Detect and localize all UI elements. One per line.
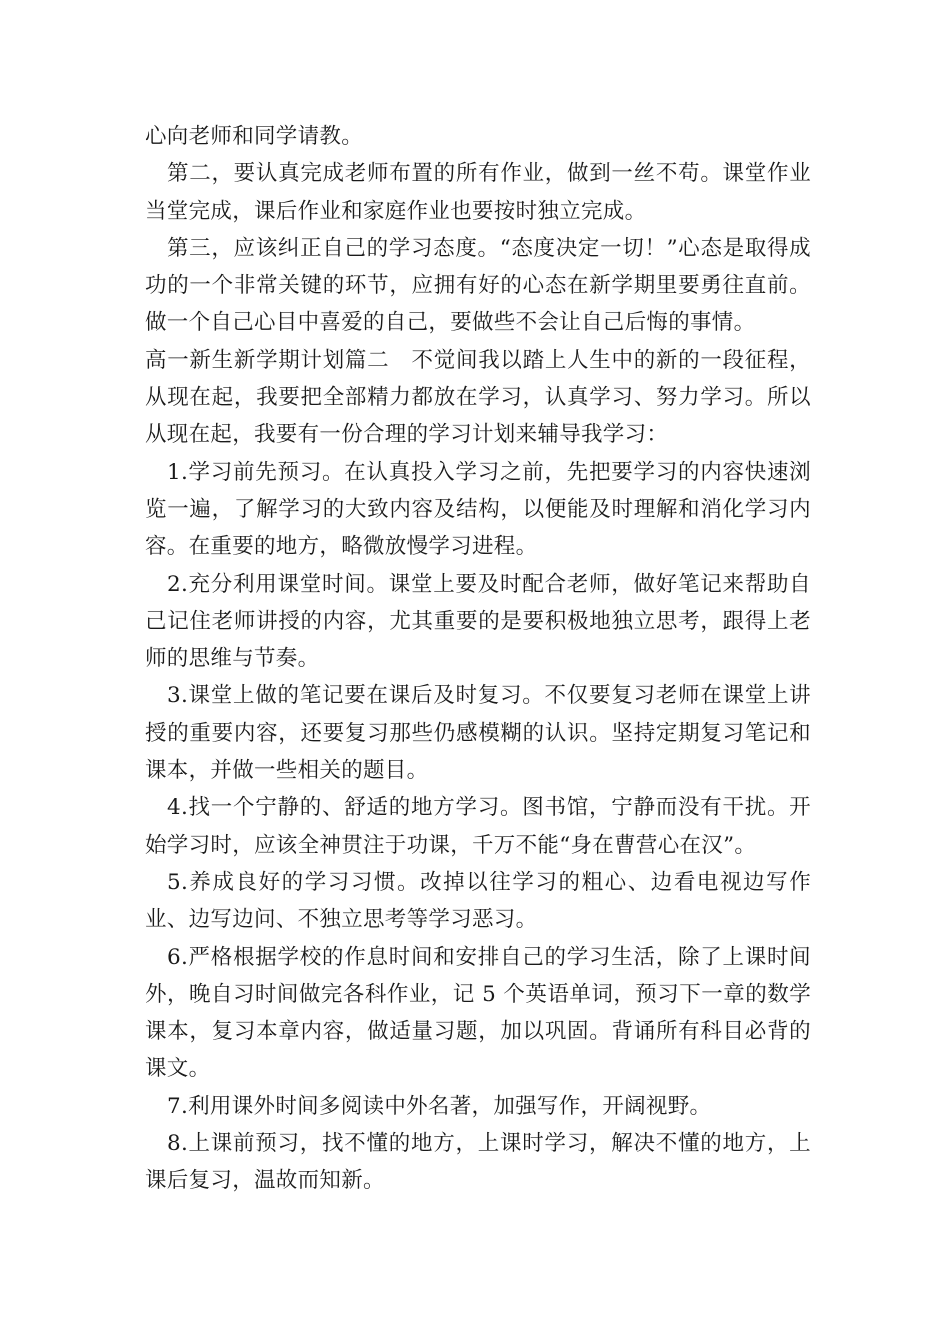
- paragraph-third-point: 第三，应该纠正自己的学习态度。“态度决定一切！”心态是取得成功的一个非常关键的环节，应拥有好的心态在新学期里要勇往直前。做一个自己心目中喜爱的自己，要做些不会让自己后悔的事情。: [145, 235, 811, 336]
- list-item-6: 6.严格根据学校的作息时间和安排自己的学习生活，除了上课时间外，晚自习时间做完各科作业，记 5 个英语单词，预习下一章的数学课本，复习本章内容，做适量习题，加以巩固。背诵所有科目必背的课文。: [145, 944, 811, 1082]
- list-item-3: 3.课堂上做的笔记要在课后及时复习。不仅要复习老师在课堂上讲授的重要内容，还要复习那些仍感模糊的认识。坚持定期复习笔记和课本，并做一些相关的题目。: [145, 683, 811, 784]
- list-item-1: 1.学习前先预习。在认真投入学习之前，先把要学习的内容快速浏览一遍，了解学习的大致内容及结构，以便能及时理解和消化学习内容。在重要的地方，略微放慢学习进程。: [145, 459, 811, 560]
- list-item-8: 8.上课前预习，找不懂的地方，上课时学习，解决不懂的地方，上课后复习，温故而知新。: [145, 1131, 811, 1194]
- paragraph-continuation: 心向老师和同学请教。: [145, 124, 364, 149]
- paragraph-section-heading: 高一新生新学期计划篇二 不觉间我以踏上人生中的新的一段征程，从现在起，我要把全部精力都放在学习，认真学习、努力学习。所以从现在起，我要有一份合理的学习计划来辅导我学习：: [145, 347, 811, 448]
- paragraph-second-point: 第二，要认真完成老师布置的所有作业，做到一丝不苟。课堂作业当堂完成，课后作业和家庭作业也要按时独立完成。: [145, 161, 811, 224]
- list-item-4: 4.找一个宁静的、舒适的地方学习。图书馆，宁静而没有干扰。开始学习时，应该全神贯注于功课，千万不能“身在曹营心在汉”。: [145, 795, 811, 858]
- list-item-5: 5.养成良好的学习习惯。改掉以往学习的粗心、边看电视边写作业、边写边问、不独立思考等学习恶习。: [145, 869, 811, 933]
- list-item-2: 2.充分利用课堂时间。课堂上要及时配合老师，做好笔记来帮助自己记住老师讲授的内容，尤其重要的是要积极地独立思考，跟得上老师的思维与节奏。: [145, 571, 811, 672]
- list-item-7: 7.利用课外时间多阅读中外名著，加强写作，开阔视野。: [167, 1093, 712, 1119]
- document-page: [145, 118, 811, 1200]
